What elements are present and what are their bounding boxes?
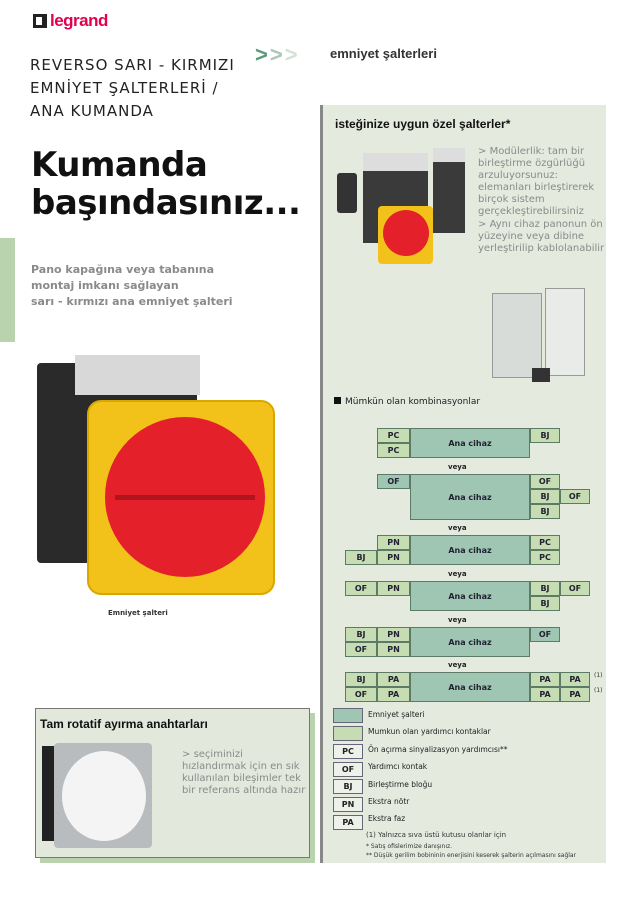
- legend-text: Ön açırma sinyalizasyon yardımcısı**: [368, 745, 508, 754]
- legend-swatch-aux: [333, 726, 363, 741]
- main-device: Ana cihaz: [410, 627, 530, 657]
- veya-label: veya: [448, 661, 467, 669]
- aux-cell: OF: [560, 581, 590, 596]
- aux-cell: OF: [560, 489, 590, 504]
- bullet-text: seçiminizi hızlandırmak için en sık kullanılan bileşimler tek bir referans altında hazır: [182, 749, 306, 796]
- aux-cell: PC: [530, 535, 560, 550]
- lead-line: Pano kapağına veya tabanına: [31, 263, 215, 276]
- logo-icon: [33, 14, 47, 28]
- footnote: * Satış ofislerimize danışınız.: [366, 843, 453, 850]
- bullet-item: > Modülerlik: tam bir birleştirme özgürlüğü arzuluyorsunuz: elemanları birleştirerek birçok sistem gerçekleştirebilirsiniz: [478, 146, 595, 217]
- aux-cell: BJ: [530, 581, 560, 596]
- aux-cell: OF: [377, 474, 410, 489]
- bullet-text: Aynı cihaz panonun ön yüzeyine veya dibine yerleştirilip kablolanabilir: [478, 219, 605, 254]
- aux-cell: BJ: [345, 672, 377, 687]
- headline: [31, 146, 300, 222]
- note-mark: (1): [594, 687, 603, 694]
- main-device: Ana cihaz: [410, 474, 530, 520]
- lead-line: montaj imkanı sağlayan: [31, 279, 179, 292]
- box-title: Tam rotatif ayırma anahtarları: [40, 717, 208, 731]
- product-image-switch: [35, 355, 275, 600]
- aux-cell: BJ: [530, 504, 560, 519]
- aux-cell: PN: [377, 627, 410, 642]
- main-device: Ana cihaz: [410, 535, 530, 565]
- veya-label: veya: [448, 463, 467, 471]
- headline-line: Kumanda: [31, 145, 208, 185]
- subtitle-line: ANA KUMANDA: [30, 102, 154, 120]
- legend-code: PA: [333, 815, 363, 830]
- legend-code: OF: [333, 762, 363, 777]
- legrand-logo: legrand: [33, 11, 108, 31]
- aux-cell: BJ: [345, 550, 377, 565]
- bullet-text: Modülerlik: tam bir birleştirme özgürlüğü arzuluyorsunuz: elemanları birleştirerek birçok sistem gerçekleştirebilirsiniz: [478, 146, 595, 217]
- aux-cell: PA: [377, 687, 410, 702]
- subtitle-line: REVERSO SARI - KIRMIZI: [30, 56, 235, 74]
- aux-cell: OF: [345, 642, 377, 657]
- aux-cell: BJ: [530, 428, 560, 443]
- cabinet-image: [487, 283, 592, 383]
- subtitle: [30, 54, 270, 123]
- subtitle-line: EMNİYET ŞALTERLERİ /: [30, 79, 219, 97]
- legend-text: Birleştirme bloğu: [368, 780, 433, 789]
- aux-cell: PC: [377, 428, 410, 443]
- chevrons-icon: >>>: [255, 42, 300, 67]
- aux-cell: PC: [377, 443, 410, 458]
- headline-line: başındasınız...: [31, 183, 301, 223]
- aux-cell: OF: [530, 627, 560, 642]
- aux-cell: PA: [530, 672, 560, 687]
- product-caption: Emniyet şalteri: [108, 609, 168, 617]
- legend-swatch-main: [333, 708, 363, 723]
- aux-cell: BJ: [345, 627, 377, 642]
- accent-bar: [0, 238, 15, 342]
- section-label: emniyet şalterleri: [330, 46, 437, 61]
- legend-text: Mumkun olan yardımcı kontaklar: [368, 727, 491, 736]
- main-device: Ana cihaz: [410, 672, 530, 702]
- bullet-item: > Aynı cihaz panonun ön yüzeyine veya dibine yerleştirilip kablolanabilir: [478, 219, 605, 254]
- note-mark: (1): [594, 672, 603, 679]
- right-heading: isteğinize uygun özel şalterler*: [335, 117, 511, 131]
- aux-cell: OF: [345, 687, 377, 702]
- aux-cell: PA: [530, 687, 560, 702]
- aux-cell: PA: [377, 672, 410, 687]
- modular-product-image: [335, 148, 470, 268]
- footnote: ** Düşük gerilim bobininin enerjisini keserek şalterin açılmasını sağlar: [366, 852, 577, 859]
- aux-cell: PN: [377, 535, 410, 550]
- legend-text: Yardımcı kontak: [368, 762, 428, 771]
- bullet-item: > seçiminizi hızlandırmak için en sık kullanılan bileşimler tek bir referans altında hazır: [182, 749, 306, 796]
- aux-cell: OF: [530, 474, 560, 489]
- aux-cell: PN: [377, 550, 410, 565]
- legend-code: PN: [333, 797, 363, 812]
- aux-cell: BJ: [530, 596, 560, 611]
- legend-code: BJ: [333, 779, 363, 794]
- rotary-switch-box: [35, 708, 310, 858]
- footnote: (1) Yalnızca sıva üstü kutusu olanlar için: [366, 831, 507, 839]
- lead-line: sarı - kırmızı ana emniyet şalteri: [31, 295, 233, 308]
- aux-cell: PA: [560, 687, 590, 702]
- lead-text: [31, 262, 261, 310]
- main-device: Ana cihaz: [410, 581, 530, 611]
- veya-label: veya: [448, 616, 467, 624]
- veya-label: veya: [448, 570, 467, 578]
- aux-cell: BJ: [530, 489, 560, 504]
- aux-cell: PC: [530, 550, 560, 565]
- main-device: Ana cihaz: [410, 428, 530, 458]
- legend-code: PC: [333, 744, 363, 759]
- aux-cell: PN: [377, 642, 410, 657]
- veya-label: veya: [448, 524, 467, 532]
- legend-text: Ekstra nötr: [368, 797, 410, 806]
- legend-text: Ekstra faz: [368, 814, 406, 823]
- combinations-title: Mümkün olan kombinasyonlar: [334, 397, 480, 407]
- aux-cell: PN: [377, 581, 410, 596]
- square-bullet-icon: [334, 397, 341, 404]
- rotary-switch-image: [42, 741, 152, 851]
- aux-cell: PA: [560, 672, 590, 687]
- legend-text: Emniyet şalteri: [368, 710, 425, 719]
- aux-cell: OF: [345, 581, 377, 596]
